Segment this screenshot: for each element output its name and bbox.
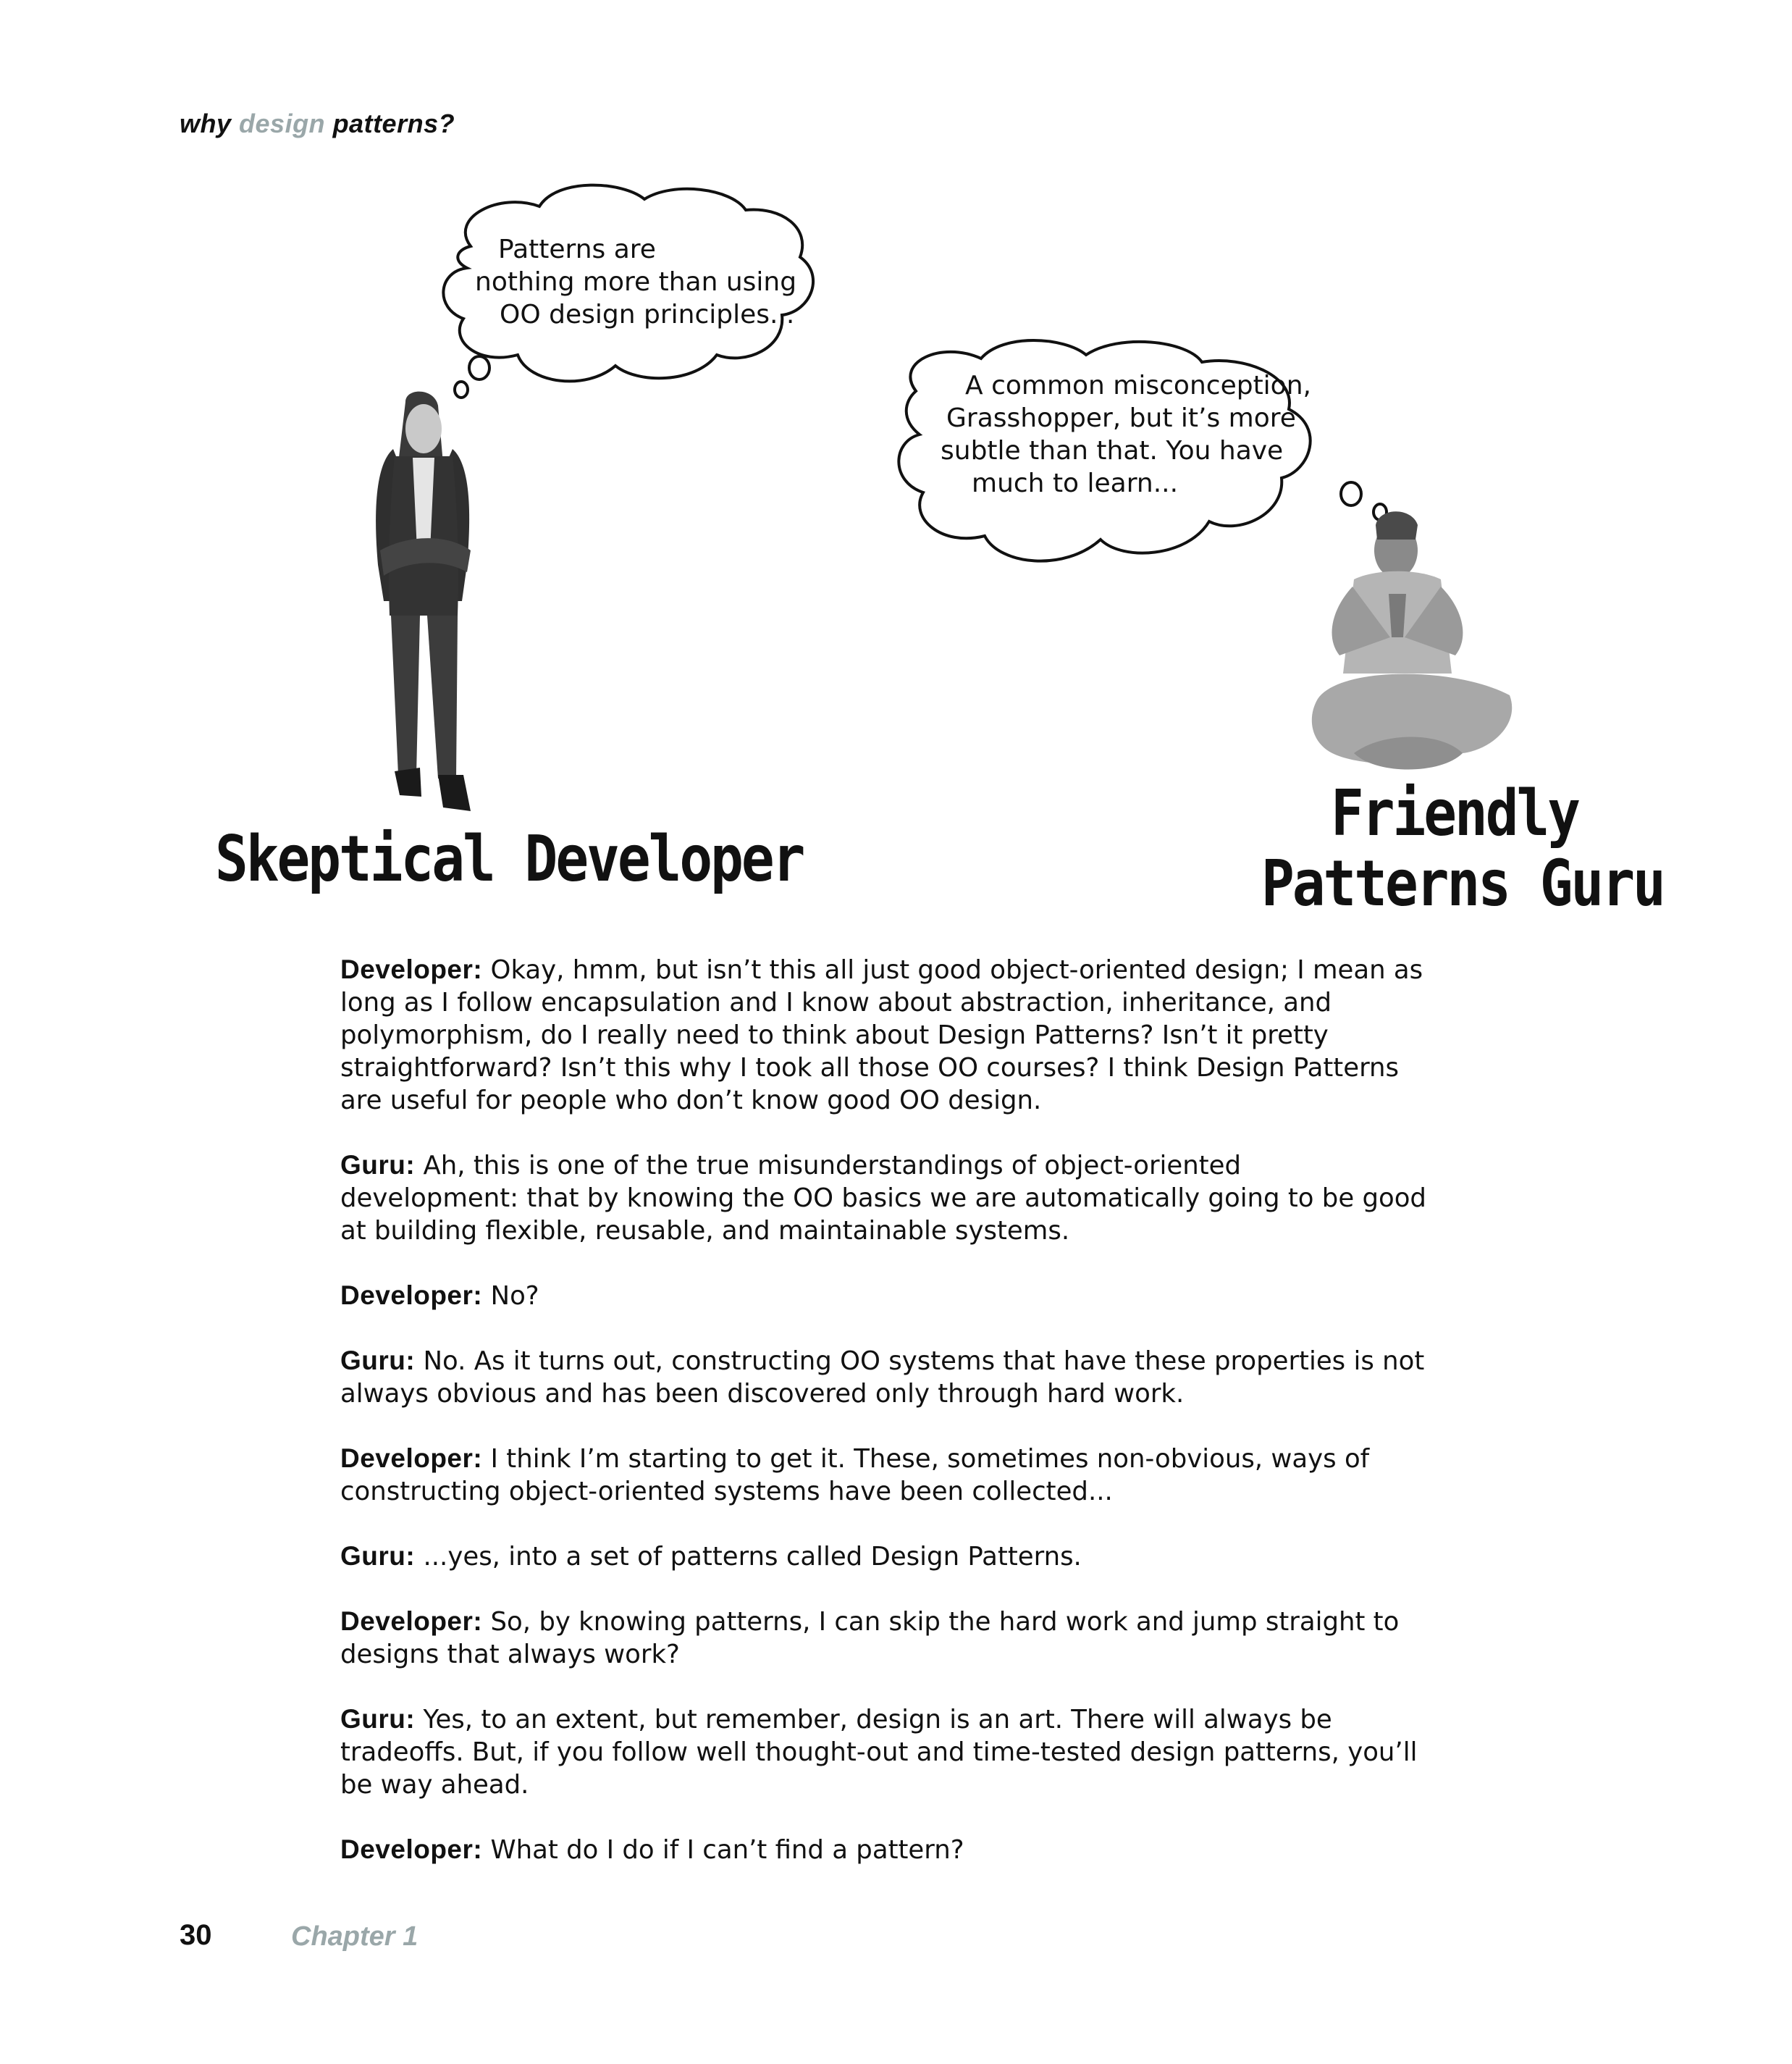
- header-word-why: why: [180, 109, 232, 138]
- chapter-label: Chapter 1: [291, 1921, 418, 1952]
- dialogue-entry: [340, 1344, 1426, 1410]
- guru-title-line-1: Friendly: [1331, 776, 1579, 850]
- guru-bubble-line-3: subtle than that. You have: [941, 436, 1284, 466]
- dialogue-text: What do I do if I can’t find a pattern?: [482, 1835, 964, 1865]
- speaker-label: Guru:: [340, 1541, 416, 1571]
- speaker-label: Guru:: [340, 1346, 416, 1375]
- dialogue-entry: [340, 1442, 1426, 1508]
- dialogue-entry: [340, 1833, 1426, 1866]
- developer-bubble-line-3: OO design principles...: [500, 300, 795, 330]
- guru-bubble-line-1: A common misconception,: [965, 371, 1311, 400]
- header-word-patterns: patterns?: [332, 109, 455, 138]
- dialogue: [340, 953, 1426, 1898]
- dialogue-entry: [340, 1703, 1426, 1801]
- speaker-label: Guru:: [340, 1704, 416, 1734]
- dialogue-text: No?: [482, 1281, 539, 1311]
- developer-bubble-line-2: nothing more than using: [475, 267, 797, 297]
- dialogue-text: So, by knowing patterns, I can skip the hard work and jump straight to designs that always work?: [340, 1607, 1400, 1669]
- dialogue-entry: [340, 953, 1426, 1117]
- dialogue-entry: [340, 1149, 1426, 1247]
- speaker-label: Developer:: [340, 955, 483, 984]
- dialogue-text: ...yes, into a set of patterns called Design Patterns.: [415, 1542, 1082, 1572]
- dialogue-entry: [340, 1605, 1426, 1671]
- speaker-label: Developer:: [340, 1280, 483, 1310]
- guru-figure: [1312, 511, 1512, 769]
- dialogue-entry: [340, 1540, 1426, 1573]
- guru-bubble-line-2: Grasshopper, but it’s more: [946, 403, 1296, 433]
- developer-figure: [376, 392, 471, 811]
- speaker-label: Guru:: [340, 1150, 416, 1180]
- dialogue-text: No. As it turns out, constructing OO systems that have these properties is not always obvious and has been discovered only through hard work.: [340, 1346, 1425, 1409]
- developer-title: Skeptical Developer: [215, 821, 804, 896]
- guru-title-line-2: Patterns Guru: [1261, 846, 1664, 920]
- speaker-label: Developer:: [340, 1606, 483, 1636]
- speaker-label: Developer:: [340, 1834, 483, 1864]
- developer-bubble-line-1: Patterns are: [498, 235, 656, 264]
- header-word-design: design: [239, 109, 326, 138]
- speaker-label: Developer:: [340, 1443, 483, 1473]
- page-number: 30: [180, 1919, 212, 1951]
- dialogue-text: Yes, to an extent, but remember, design is an art. There will always be tradeoffs. But, if you follow well thought-out and time-tested design patterns, you’ll be way ahead.: [340, 1705, 1418, 1800]
- dialogue-text: Ah, this is one of the true misunderstandings of object-oriented development: that by knowing the OO basics we are automatically going to be good at building flexible, reusable, and maintainable systems.: [340, 1151, 1426, 1246]
- dialogue-text: I think I’m starting to get it. These, sometimes non-obvious, ways of constructing object-oriented systems have been collected...: [340, 1444, 1370, 1506]
- dialogue-text: Okay, hmm, but isn’t this all just good object-oriented design; I mean as long as I follow encapsulation and I know about abstraction, inheritance, and polymorphism, do I really need to think about Design Patterns? Isn’t it pretty straightforward? Isn’t this why I took all those OO courses? I think Design Patterns are useful for people who don’t know good OO design.: [340, 955, 1423, 1115]
- dialogue-entry: [340, 1279, 1426, 1312]
- guru-bubble-line-4: much to learn...: [972, 469, 1179, 498]
